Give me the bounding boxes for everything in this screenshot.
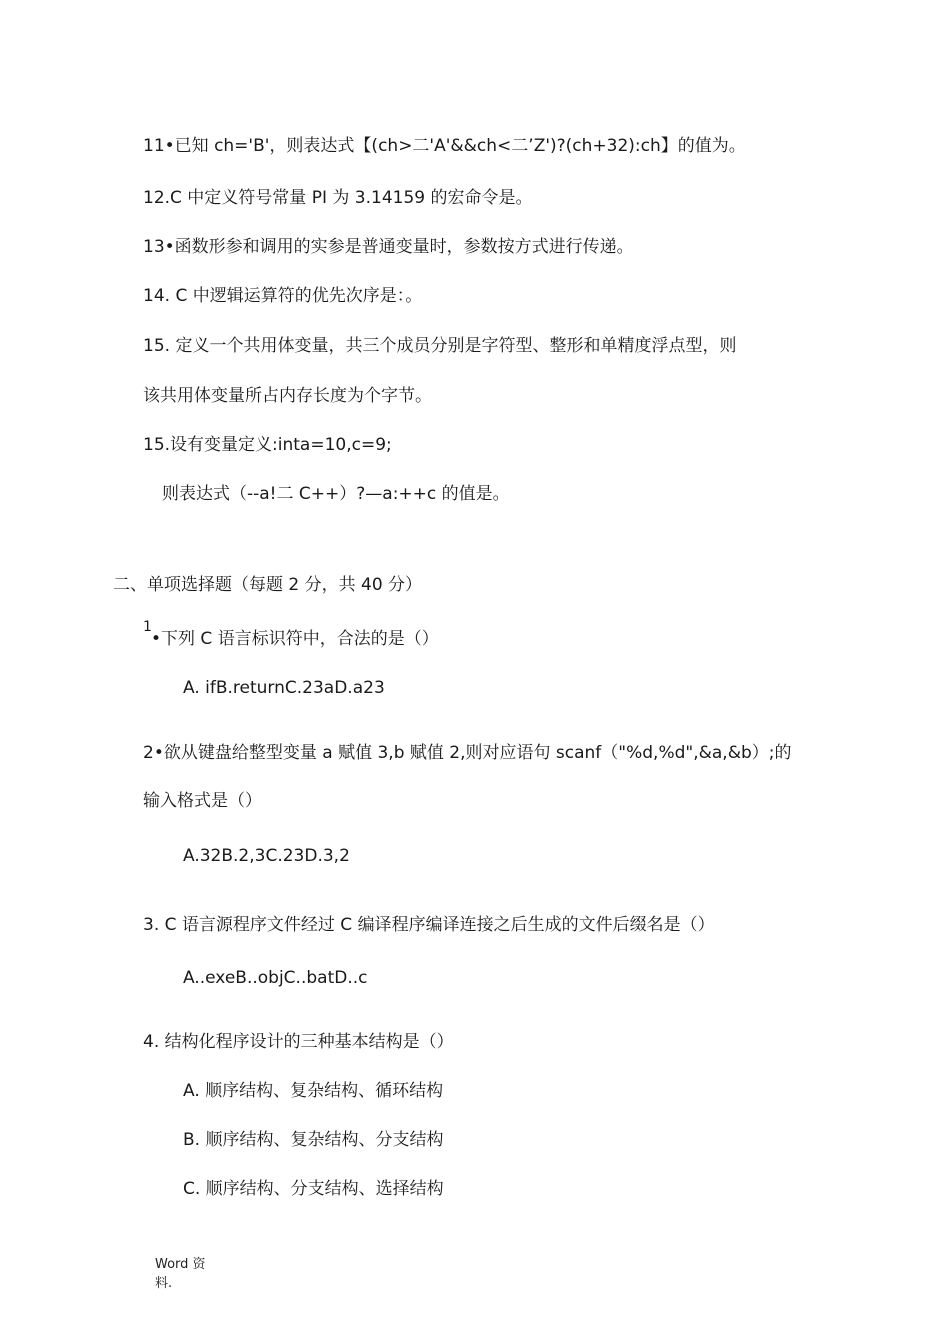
question-4-option-a: A. 顺序结构、复杂结构、循环结构 — [183, 1081, 444, 1101]
question-12: 12.C 中定义符号常量 PI 为 3.14159 的宏命令是。 — [143, 188, 533, 208]
question-1-options: A. ifB.returnC.23aD.a23 — [183, 678, 385, 698]
question-3-text: 3. C 语言源程序文件经过 C 编译程序编译连接之后生成的文件后缀名是（） — [143, 915, 715, 935]
question-4-option-c: C. 顺序结构、分支结构、选择结构 — [183, 1179, 444, 1199]
question-15-line2: 该共用体变量所占内存长度为个字节。 — [143, 386, 432, 406]
question-14: 14. C 中逻辑运算符的优先次序是：。 — [143, 286, 423, 306]
question-1-number: 1 — [143, 619, 152, 635]
question-13: 13•函数形参和调用的实参是普通变量时，参数按方式进行传递。 — [143, 237, 634, 257]
question-15-line1: 15. 定义一个共用体变量，共三个成员分别是字符型、整形和单精度浮点型，则 — [143, 336, 737, 356]
question-2-line2: 输入格式是（） — [143, 791, 262, 811]
question-3-options: A..exeB..objC..batD..c — [183, 968, 368, 988]
question-4-option-b: B. 顺序结构、复杂结构、分支结构 — [183, 1130, 444, 1150]
question-2-line1: 2•欲从键盘给整型变量 a 赋值 3,b 赋值 2,则对应语句 scanf（"%d,%d",&a,&b）;的 — [143, 743, 792, 763]
question-15b-line1: 15.设有变量定义:inta=10,c=9; — [143, 435, 392, 455]
question-1-text: •下列 C 语言标识符中，合法的是（） — [151, 629, 439, 649]
section-heading: 二、单项选择题（每题 2 分，共 40 分） — [113, 575, 423, 595]
footer-line2: 料. — [155, 1276, 173, 1291]
footer-line1: Word 资 — [155, 1257, 206, 1272]
question-15b-line2: 则表达式（--a!二 C++）?—a:++c 的值是。 — [162, 484, 510, 504]
question-4-text: 4. 结构化程序设计的三种基本结构是（） — [143, 1032, 454, 1052]
question-2-options: A.32B.2,3C.23D.3,2 — [183, 846, 350, 866]
question-11: 11•已知 ch='B'，则表达式【(ch>二'A'&&ch<二’Z')?(ch+32):ch】的值为。 — [143, 136, 746, 156]
